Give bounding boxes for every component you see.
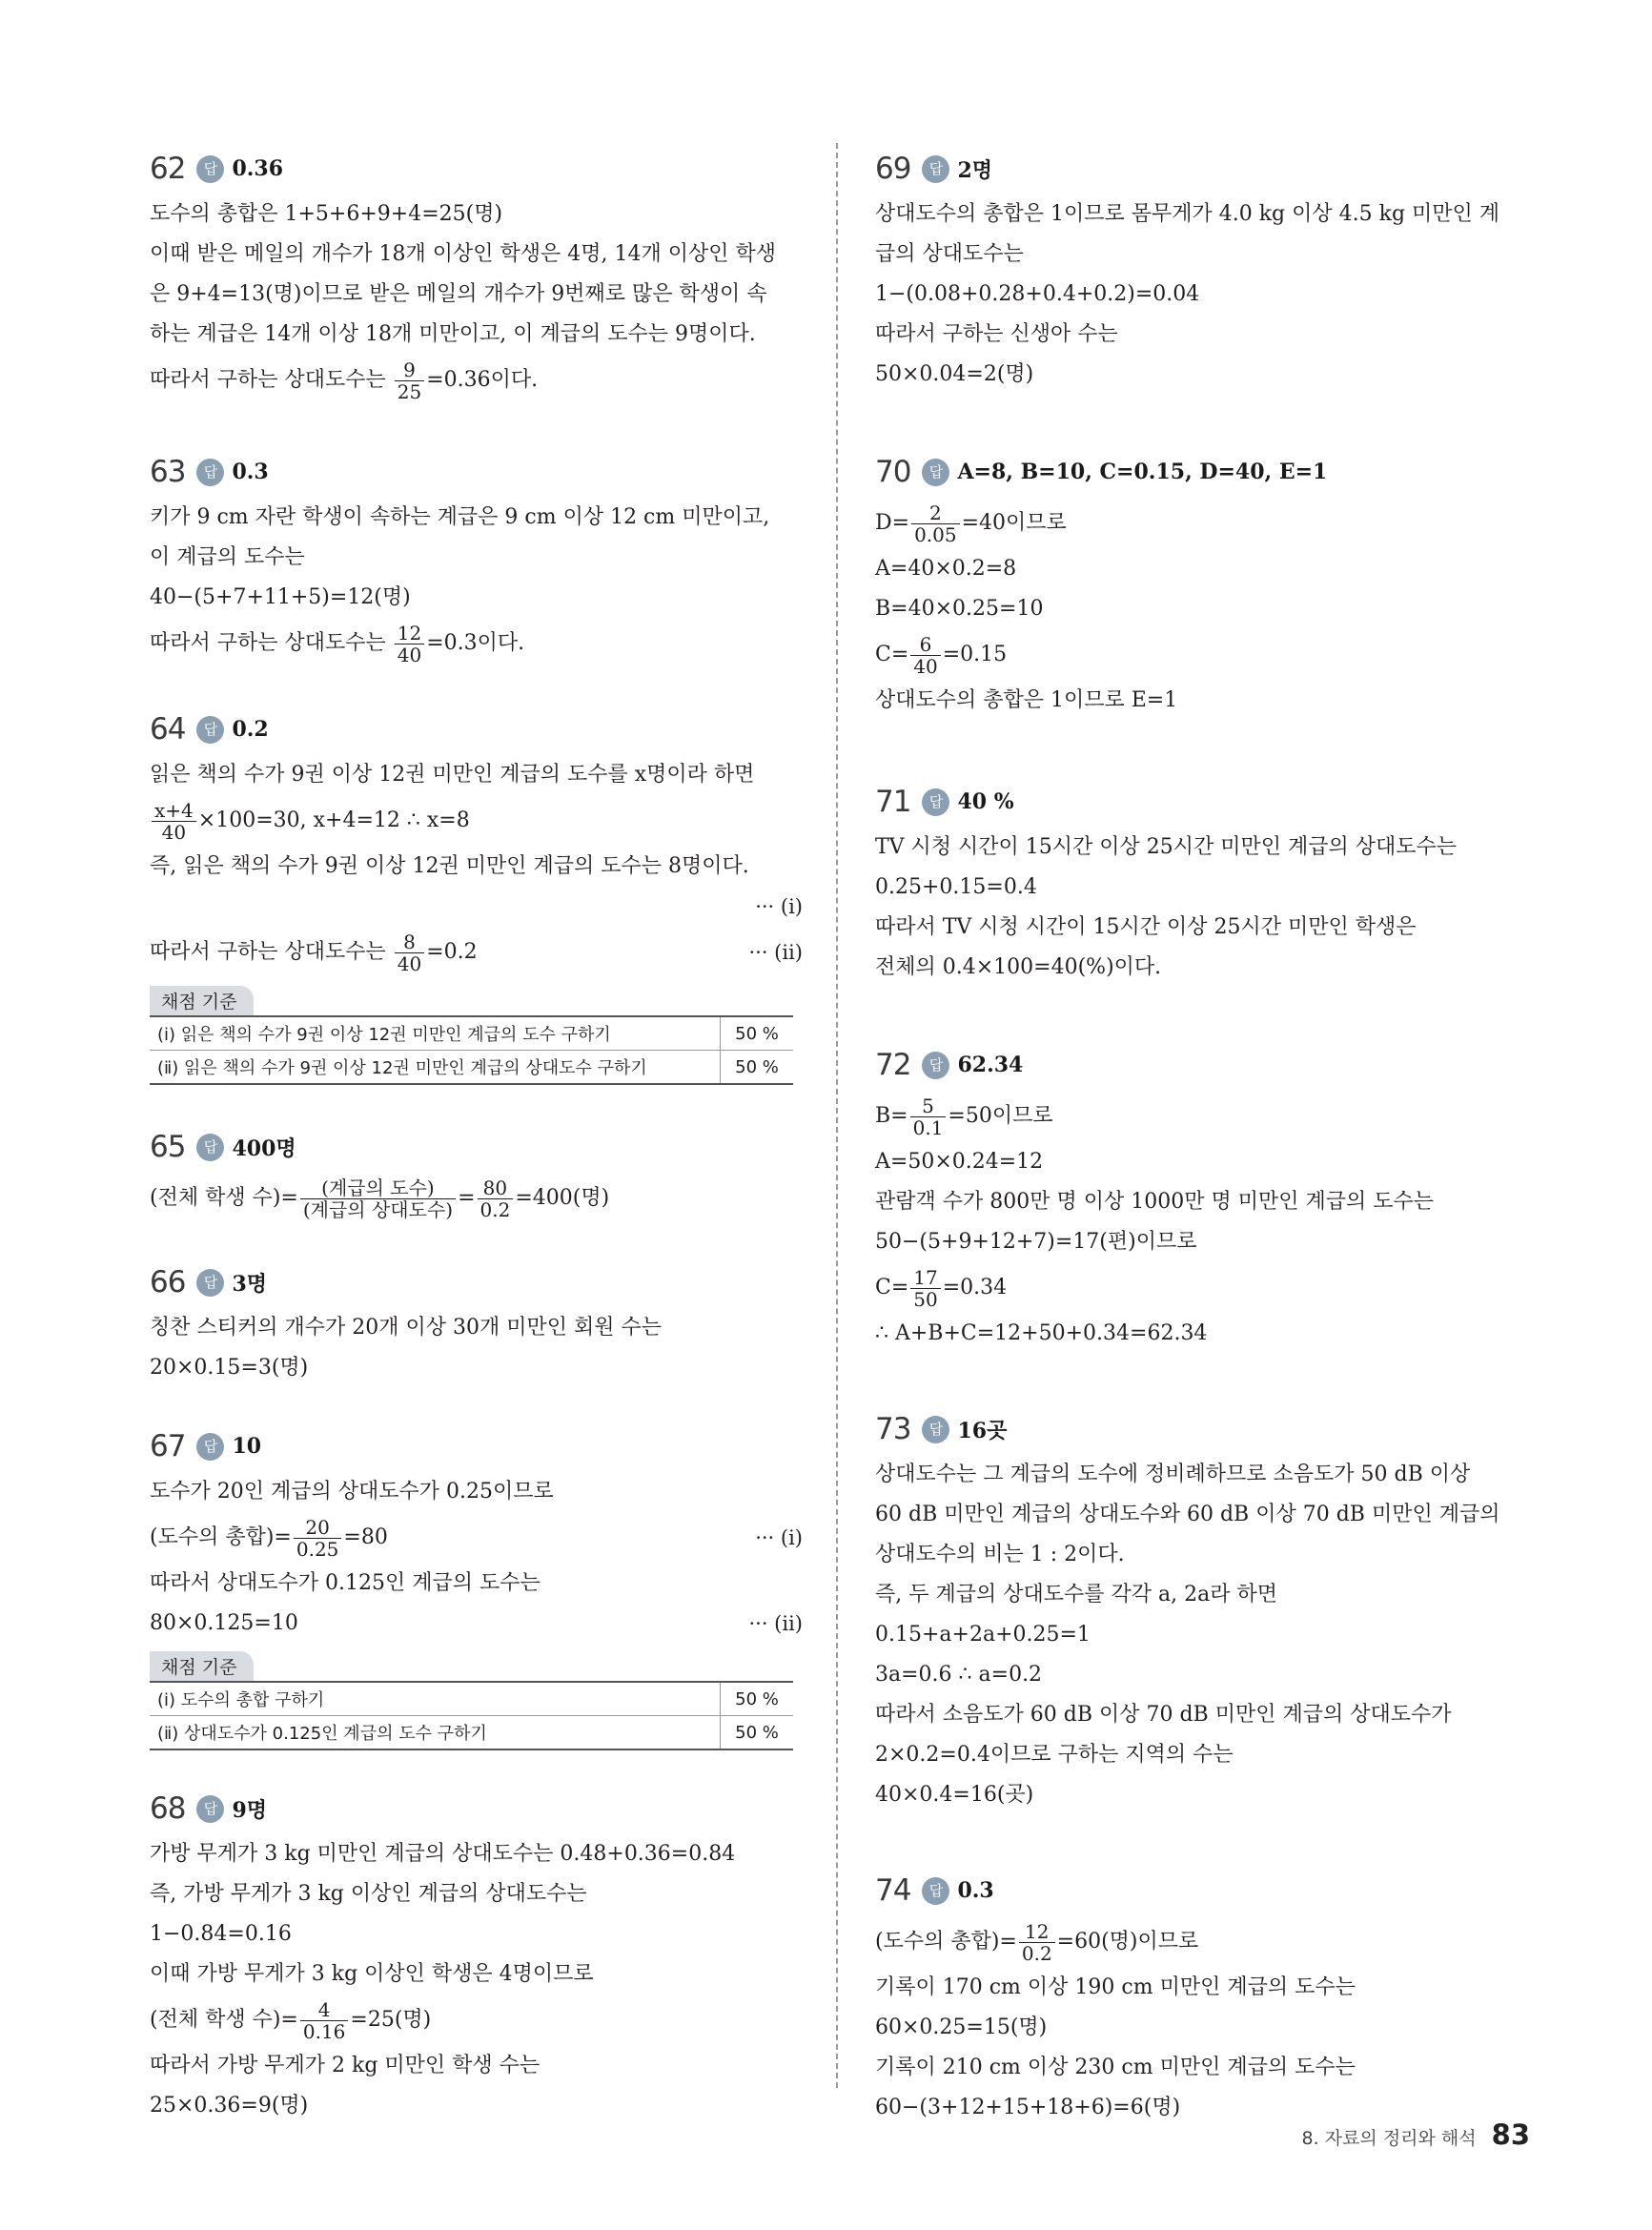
solution-text: =0.15 bbox=[942, 643, 1008, 666]
fraction bbox=[910, 1267, 940, 1310]
solution-text: D= bbox=[875, 511, 910, 535]
fraction-numerator: (계급의 도수) bbox=[300, 1177, 456, 1199]
fraction-denominator: 40 bbox=[397, 951, 422, 975]
solution-text: 40×0.4=16(곳) bbox=[875, 1783, 1034, 1807]
solution-text: 이때 받은 메일의 개수가 18개 이상인 학생은 4명, 14개 이상인 학생 bbox=[150, 242, 776, 266]
solution-text: 도수가 20인 계급의 상대도수가 0.25이므로 bbox=[150, 1480, 554, 1504]
solution-text: 60−(3+12+15+18+6)=6(명) bbox=[875, 2096, 1181, 2119]
solution-line bbox=[875, 908, 1533, 948]
answer-value: 40 % bbox=[957, 789, 1014, 814]
solution-line bbox=[875, 355, 1533, 395]
answer-badge: 답 bbox=[196, 155, 224, 183]
fraction-numerator: 80 bbox=[478, 1177, 514, 1199]
fraction-denominator: 25 bbox=[397, 379, 422, 403]
left-column bbox=[150, 143, 803, 2126]
solution-text: 1−(0.08+0.28+0.4+0.2)=0.04 bbox=[875, 282, 1200, 306]
criteria-percent: 50 % bbox=[721, 1716, 794, 1750]
answer-value: 3명 bbox=[232, 1271, 268, 1297]
problem-66 bbox=[150, 1257, 803, 1388]
problem-number: 69 bbox=[875, 152, 911, 186]
solution-line bbox=[875, 1695, 1533, 1735]
answer-value: 9명 bbox=[232, 1797, 268, 1823]
solution-text: 키가 9 cm 자란 학생이 속하는 계급은 9 cm 이상 12 cm 미만이고, bbox=[150, 505, 770, 529]
fraction-numerator: 20 bbox=[294, 1517, 342, 1539]
solution-text: 따라서 구하는 신생아 수는 bbox=[875, 322, 1118, 346]
problem-number: 63 bbox=[150, 455, 186, 489]
page-number: 83 bbox=[1491, 2118, 1530, 2151]
solution-text: 관람객 수가 800만 명 이상 1000만 명 미만인 계급의 도수는 bbox=[875, 1190, 1434, 1214]
solution-line bbox=[150, 755, 803, 795]
solution-text: A=50×0.24=12 bbox=[875, 1150, 1044, 1174]
fraction bbox=[1019, 1921, 1055, 1964]
answer-badge: 답 bbox=[922, 155, 949, 183]
problem-header bbox=[150, 143, 803, 194]
problem-header bbox=[875, 446, 1533, 498]
solution-line bbox=[150, 355, 803, 406]
problem-number: 72 bbox=[875, 1048, 911, 1082]
solution-text: 50×0.04=2(명) bbox=[875, 362, 1034, 386]
solution-line bbox=[875, 235, 1533, 275]
grading-criteria-table bbox=[150, 1015, 793, 1085]
solution-text: B=40×0.25=10 bbox=[875, 597, 1044, 621]
problem-number: 70 bbox=[875, 455, 911, 489]
problem-header bbox=[875, 776, 1533, 828]
answer-badge: 답 bbox=[922, 1416, 949, 1443]
fraction-numerator: 5 bbox=[910, 1095, 947, 1117]
answer-value: 0.2 bbox=[232, 717, 269, 742]
solution-text: C= bbox=[875, 643, 909, 666]
answer-value: 16곳 bbox=[957, 1418, 1008, 1443]
chapter-title: 8. 자료의 정리와 해석 bbox=[1301, 2128, 1477, 2149]
fraction bbox=[395, 359, 424, 402]
solution-text: 따라서 구하는 상대도수는 bbox=[150, 368, 393, 392]
criteria-item: (ⅰ) 도수의 총합 구하기 bbox=[150, 1682, 721, 1716]
solution-line bbox=[875, 1455, 1533, 1495]
solution-line bbox=[150, 1834, 803, 1874]
fraction-numerator: 8 bbox=[395, 931, 424, 953]
answer-badge: 답 bbox=[196, 1134, 224, 1161]
problem-header bbox=[150, 1421, 803, 1472]
problem-71 bbox=[875, 776, 1533, 988]
solution-text: 이 계급의 도수는 bbox=[150, 545, 305, 569]
right-column bbox=[875, 143, 1533, 2128]
solution-line bbox=[150, 498, 803, 538]
problem-74 bbox=[875, 1865, 1533, 2128]
problem-62 bbox=[150, 143, 803, 406]
fraction bbox=[395, 931, 424, 974]
fraction-numerator: 2 bbox=[911, 502, 960, 524]
solution-line bbox=[150, 1308, 803, 1348]
criteria-percent: 50 % bbox=[721, 1051, 794, 1085]
answer-badge: 답 bbox=[922, 459, 949, 486]
solution-line bbox=[150, 315, 803, 355]
solution-line bbox=[875, 868, 1533, 908]
criteria-row bbox=[150, 1682, 793, 1716]
solution-text: =0.34 bbox=[942, 1276, 1008, 1299]
answer-value: 62.34 bbox=[957, 1053, 1024, 1077]
problem-number: 65 bbox=[150, 1130, 186, 1164]
solution-line bbox=[875, 1968, 1533, 2008]
solution-text: 40−(5+7+11+5)=12(명) bbox=[150, 585, 411, 609]
solution-line bbox=[150, 1995, 803, 2046]
solution-line bbox=[150, 1564, 803, 1604]
solution-text: 상대도수의 비는 1 : 2이다. bbox=[875, 1543, 1125, 1566]
solution-text: 따라서 소음도가 60 dB 이상 70 dB 미만인 계급의 상대도수가 bbox=[875, 1703, 1452, 1727]
fraction bbox=[910, 634, 940, 677]
answer-value: A=8, B=10, C=0.15, D=40, E=1 bbox=[957, 460, 1328, 484]
solution-text: 따라서 구하는 상대도수는 bbox=[150, 940, 393, 964]
problem-number: 71 bbox=[875, 785, 911, 819]
solution-line bbox=[875, 589, 1533, 629]
criteria-row bbox=[150, 1016, 793, 1051]
problem-73 bbox=[875, 1403, 1533, 1815]
fraction-numerator: x+4 bbox=[152, 800, 196, 822]
solution-text: 1−0.84=0.16 bbox=[150, 1922, 292, 1946]
solution-text: 전체의 0.4×100=40(%)이다. bbox=[875, 955, 1162, 979]
fraction bbox=[152, 800, 196, 843]
solution-line bbox=[875, 1916, 1533, 1968]
problem-header bbox=[150, 704, 803, 755]
solution-line bbox=[875, 2008, 1533, 2048]
solution-line bbox=[150, 1173, 803, 1224]
problem-number: 62 bbox=[150, 152, 186, 186]
answer-value: 10 bbox=[232, 1434, 262, 1459]
answer-badge: 답 bbox=[922, 1052, 949, 1079]
answer-badge: 답 bbox=[196, 459, 224, 486]
solution-text: 칭찬 스티커의 개수가 20개 이상 30개 미만인 회원 수는 bbox=[150, 1316, 662, 1340]
solution-line bbox=[150, 847, 803, 887]
solution-line bbox=[875, 194, 1533, 235]
solution-text: 상대도수의 총합은 1이므로 E=1 bbox=[875, 688, 1178, 712]
answer-badge: 답 bbox=[922, 788, 949, 816]
solution-line bbox=[150, 194, 803, 235]
fraction-denominator: 40 bbox=[397, 643, 422, 666]
criteria-row bbox=[150, 1051, 793, 1085]
solution-text: =80 bbox=[343, 1525, 388, 1549]
solution-line bbox=[875, 1314, 1533, 1354]
grading-criteria-title: 채점 기준 bbox=[150, 1651, 254, 1681]
answer-value: 0.3 bbox=[957, 1878, 994, 1903]
criteria-item: (ⅱ) 상대도수가 0.125인 계급의 도수 구하기 bbox=[150, 1716, 721, 1750]
solution-text: (도수의 총합)= bbox=[875, 1930, 1017, 1954]
solution-text: 즉, 두 계급의 상대도수를 각각 a, 2a라 하면 bbox=[875, 1583, 1277, 1606]
fraction bbox=[478, 1177, 514, 1220]
solution-line bbox=[875, 1182, 1533, 1222]
fraction-denominator: 0.2 bbox=[1021, 1941, 1052, 1965]
problem-header bbox=[875, 1865, 1533, 1916]
solution-line bbox=[875, 828, 1533, 868]
fraction-numerator: 6 bbox=[910, 634, 940, 656]
solution-line bbox=[875, 2048, 1533, 2088]
solution-text: 기록이 170 cm 이상 190 cm 미만인 계급의 도수는 bbox=[875, 1975, 1356, 1999]
solution-line bbox=[875, 1495, 1533, 1535]
answer-badge: 답 bbox=[196, 1433, 224, 1461]
problem-number: 73 bbox=[875, 1412, 911, 1446]
fraction bbox=[300, 1177, 456, 1220]
solution-text: 가방 무게가 3 kg 미만인 계급의 상대도수는 0.48+0.36=0.84 bbox=[150, 1842, 736, 1866]
solution-line bbox=[150, 1512, 803, 1564]
column-divider bbox=[836, 143, 838, 2088]
problem-70 bbox=[875, 446, 1533, 721]
solution-text: 3a=0.6 ∴ a=0.2 bbox=[875, 1663, 1043, 1687]
solution-text: 60×0.25=15(명) bbox=[875, 2015, 1048, 2039]
solution-line bbox=[150, 795, 803, 847]
solution-line bbox=[150, 887, 803, 927]
solution-text: TV 시청 시간이 15시간 이상 25시간 미만인 계급의 상대도수는 bbox=[875, 835, 1458, 859]
solution-line bbox=[150, 927, 803, 978]
solution-line bbox=[875, 315, 1533, 355]
solution-text: ×100=30, x+4=12 ∴ x=8 bbox=[197, 808, 470, 832]
answer-badge: 답 bbox=[196, 1269, 224, 1297]
problem-number: 68 bbox=[150, 1791, 186, 1826]
solution-text: 읽은 책의 수가 9권 이상 12권 미만인 계급의 도수를 x명이라 하면 bbox=[150, 763, 755, 787]
solution-line bbox=[875, 1575, 1533, 1615]
solution-text: 따라서 가방 무게가 2 kg 미만인 학생 수는 bbox=[150, 2054, 540, 2077]
problem-header bbox=[150, 1257, 803, 1308]
problem-header bbox=[875, 143, 1533, 194]
solution-text: 25×0.36=9(명) bbox=[150, 2094, 309, 2117]
solution-text: =0.2 bbox=[426, 940, 478, 964]
solution-line bbox=[875, 549, 1533, 589]
criteria-percent: 50 % bbox=[721, 1682, 794, 1716]
solution-line bbox=[875, 1775, 1533, 1815]
grading-criteria bbox=[150, 1651, 803, 1750]
answer-badge: 답 bbox=[196, 716, 224, 744]
solution-line bbox=[875, 275, 1533, 315]
solution-text: =0.3이다. bbox=[426, 631, 525, 655]
step-marker: ··· (ⅱ) bbox=[748, 1612, 803, 1635]
solution-line bbox=[875, 1535, 1533, 1575]
solution-text: 하는 계급은 14개 이상 18개 미만이고, 이 계급의 도수는 9명이다. bbox=[150, 322, 756, 346]
fraction bbox=[911, 502, 960, 545]
solution-text: =50이므로 bbox=[948, 1104, 1053, 1128]
solution-text: 50−(5+9+12+7)=17(편)이므로 bbox=[875, 1230, 1197, 1254]
solution-line bbox=[875, 498, 1533, 549]
step-marker: ··· (ⅱ) bbox=[748, 941, 803, 964]
solution-line bbox=[150, 538, 803, 578]
solution-text: 따라서 구하는 상대도수는 bbox=[150, 631, 393, 655]
problem-header bbox=[875, 1039, 1533, 1091]
problem-header bbox=[150, 1783, 803, 1834]
grading-criteria-title: 채점 기준 bbox=[150, 986, 254, 1015]
solution-line bbox=[875, 1091, 1533, 1142]
solution-line bbox=[150, 275, 803, 315]
solution-line bbox=[150, 1604, 803, 1644]
problem-header bbox=[150, 1121, 803, 1173]
solution-text: B= bbox=[875, 1104, 908, 1128]
fraction-denominator: 0.2 bbox=[479, 1197, 511, 1221]
problem-64 bbox=[150, 704, 803, 1085]
solution-line bbox=[150, 1472, 803, 1512]
solution-line bbox=[875, 1615, 1533, 1655]
solution-line bbox=[875, 1222, 1533, 1262]
fraction-numerator: 4 bbox=[300, 1999, 349, 2021]
problem-header bbox=[875, 1403, 1533, 1455]
solution-text: A=40×0.2=8 bbox=[875, 557, 1017, 581]
solution-text: 급의 상대도수는 bbox=[875, 242, 1024, 266]
solution-text: =25(명) bbox=[350, 2008, 432, 2032]
fraction bbox=[910, 1095, 947, 1138]
problem-67 bbox=[150, 1421, 803, 1750]
criteria-item: (ⅱ) 읽은 책의 수가 9권 이상 12권 미만인 계급의 상대도수 구하기 bbox=[150, 1051, 721, 1085]
problem-63 bbox=[150, 446, 803, 669]
problem-69 bbox=[875, 143, 1533, 395]
solution-text: 0.15+a+2a+0.25=1 bbox=[875, 1623, 1091, 1647]
step-marker: ··· (ⅰ) bbox=[755, 895, 803, 918]
solution-line bbox=[150, 578, 803, 618]
solution-text: (전체 학생 수)= bbox=[150, 2008, 298, 2032]
solution-text: 은 9+4=13(명)이므로 받은 메일의 개수가 9번째로 많은 학생이 속 bbox=[150, 282, 767, 306]
solution-line bbox=[150, 2086, 803, 2126]
solution-text: 즉, 읽은 책의 수가 9권 이상 12권 미만인 계급의 도수는 8명이다. bbox=[150, 854, 749, 878]
fraction-denominator: (계급의 상대도수) bbox=[302, 1197, 454, 1221]
solution-text: =400(명) bbox=[515, 1186, 610, 1210]
fraction-numerator: 12 bbox=[1019, 1921, 1055, 1943]
solution-text: =40이므로 bbox=[961, 511, 1067, 535]
solution-line bbox=[150, 1348, 803, 1388]
step-marker: ··· (ⅰ) bbox=[755, 1526, 803, 1549]
solution-text: 따라서 TV 시청 시간이 15시간 이상 25시간 미만인 학생은 bbox=[875, 915, 1417, 939]
problem-number: 74 bbox=[875, 1873, 911, 1908]
fraction-numerator: 12 bbox=[395, 623, 424, 644]
solution-text: 도수의 총합은 1+5+6+9+4=25(명) bbox=[150, 202, 503, 226]
problem-72 bbox=[875, 1039, 1533, 1354]
solution-line bbox=[875, 1142, 1533, 1182]
solution-line bbox=[150, 618, 803, 669]
solution-text: = bbox=[458, 1186, 476, 1210]
fraction-denominator: 0.25 bbox=[296, 1537, 339, 1561]
solution-text: 0.25+0.15=0.4 bbox=[875, 875, 1037, 899]
solution-line bbox=[150, 1914, 803, 1954]
solution-line bbox=[875, 948, 1533, 988]
page-footer bbox=[1302, 2118, 1530, 2151]
solution-text: 기록이 210 cm 이상 230 cm 미만인 계급의 도수는 bbox=[875, 2056, 1356, 2079]
problem-number: 67 bbox=[150, 1429, 186, 1463]
solution-text: 상대도수의 총합은 1이므로 몸무게가 4.0 kg 이상 4.5 kg 미만인 계 bbox=[875, 202, 1500, 226]
problem-number: 66 bbox=[150, 1265, 186, 1299]
answer-value: 2명 bbox=[957, 157, 993, 183]
solution-text: C= bbox=[875, 1276, 909, 1299]
solution-line bbox=[875, 1262, 1533, 1314]
solution-line bbox=[150, 1874, 803, 1914]
solution-text: (도수의 총합)= bbox=[150, 1525, 292, 1549]
answer-badge: 답 bbox=[196, 1795, 224, 1823]
solution-line bbox=[875, 681, 1533, 721]
solution-text: 상대도수는 그 계급의 도수에 정비례하므로 소음도가 50 dB 이상 bbox=[875, 1463, 1471, 1486]
problem-68 bbox=[150, 1783, 803, 2126]
solution-text: =0.36이다. bbox=[426, 368, 539, 392]
fraction bbox=[395, 623, 424, 665]
answer-value: 0.36 bbox=[232, 156, 284, 181]
solution-text: 60 dB 미만인 계급의 상대도수와 60 dB 이상 70 dB 미만인 계급의 bbox=[875, 1503, 1500, 1526]
fraction-denominator: 40 bbox=[913, 654, 938, 678]
fraction-denominator: 0.05 bbox=[914, 522, 957, 546]
solution-line bbox=[150, 1954, 803, 1995]
solution-text: 이때 가방 무게가 3 kg 이상인 학생은 4명이므로 bbox=[150, 1962, 594, 1986]
answer-value: 400명 bbox=[232, 1135, 296, 1161]
fraction-denominator: 50 bbox=[913, 1287, 938, 1311]
criteria-row bbox=[150, 1716, 793, 1750]
solution-line bbox=[150, 2046, 803, 2086]
solution-text: 따라서 상대도수가 0.125인 계급의 도수는 bbox=[150, 1571, 540, 1595]
solution-text: ∴ A+B+C=12+50+0.34=62.34 bbox=[875, 1321, 1208, 1345]
problem-65 bbox=[150, 1121, 803, 1224]
grading-criteria bbox=[150, 986, 803, 1085]
solution-line bbox=[875, 629, 1533, 681]
fraction-denominator: 0.1 bbox=[912, 1115, 944, 1139]
fraction-denominator: 0.16 bbox=[302, 2019, 346, 2043]
fraction bbox=[294, 1517, 342, 1560]
grading-criteria-table bbox=[150, 1681, 793, 1750]
solution-line bbox=[150, 235, 803, 275]
fraction bbox=[300, 1999, 349, 2042]
solution-text: 20×0.15=3(명) bbox=[150, 1356, 309, 1380]
answer-badge: 답 bbox=[922, 1877, 949, 1905]
fraction-numerator: 17 bbox=[910, 1267, 940, 1289]
fraction-numerator: 9 bbox=[395, 359, 424, 381]
solution-text: 즉, 가방 무게가 3 kg 이상인 계급의 상대도수는 bbox=[150, 1882, 587, 1906]
problem-header bbox=[150, 446, 803, 498]
answer-value: 0.3 bbox=[232, 460, 269, 484]
solution-text: 2×0.2=0.4이므로 구하는 지역의 수는 bbox=[875, 1743, 1234, 1767]
problem-number: 64 bbox=[150, 712, 186, 747]
solution-line bbox=[875, 1735, 1533, 1775]
solution-line bbox=[875, 1655, 1533, 1695]
criteria-item: (ⅰ) 읽은 책의 수가 9권 이상 12권 미만인 계급의 도수 구하기 bbox=[150, 1016, 721, 1051]
solution-text: (전체 학생 수)= bbox=[150, 1186, 298, 1210]
solution-text: =60(명)이므로 bbox=[1056, 1930, 1199, 1954]
fraction-denominator: 40 bbox=[161, 820, 187, 844]
criteria-percent: 50 % bbox=[721, 1016, 794, 1051]
solution-text: 80×0.125=10 bbox=[150, 1611, 298, 1635]
